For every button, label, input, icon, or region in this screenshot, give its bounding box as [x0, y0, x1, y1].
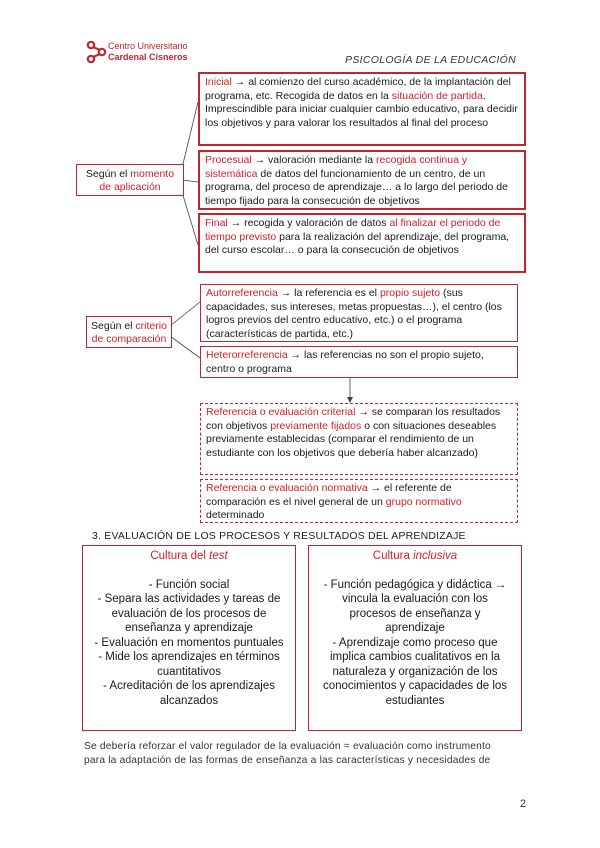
- hetero-text-1: → las referencias no son el propio sujeto, centro o programa: [206, 349, 484, 375]
- test-culture-title: [83, 546, 295, 564]
- initial-term: Inicial: [205, 76, 232, 88]
- moment-label-pre: Según el: [85, 168, 131, 180]
- test-title-em: test: [209, 550, 228, 562]
- procesual-text-2: de datos del funcionamiento de un centro, de un programa, del proceso de aprendizaje… a lo largo del periodo de tiempo fijado para la consecución de objetivos: [205, 167, 508, 207]
- inclusive-culture-box: [308, 545, 522, 731]
- inclusive-culture-title: [309, 546, 521, 564]
- procesual-text-1: → valoración mediante la: [251, 154, 377, 166]
- list-item: - Aprendizaje como proceso que implica cambios cualitativos en la naturaleza y organización de los conocimientos y capacidades de los estudiantes: [322, 636, 508, 707]
- initial-text-1: → al comienzo del curso académico, de la implantación del programa, etc. Recogida de datos en la: [205, 76, 511, 102]
- heterorreferencia-box: [200, 346, 518, 378]
- criterion-label-pre: Según el: [91, 320, 136, 332]
- criterion-label: [86, 316, 172, 348]
- subject-title: PSICOLOGÍA DE LA EDUCACIÓN: [345, 54, 516, 66]
- criterial-highlight: previamente fijados: [270, 419, 362, 432]
- inclusive-title-em: inclusiva: [413, 550, 458, 562]
- initial-box: [198, 72, 526, 146]
- inclusive-title-pre: Cultura: [372, 550, 414, 562]
- criterial-box: [200, 403, 518, 475]
- normative-term: Referencia o evaluación normativa: [206, 482, 368, 494]
- logo-text: [108, 41, 188, 63]
- final-highlight: al finalizar el periodo de tiempo previsto: [205, 217, 501, 243]
- auto-text-2: (sus capacidades, sus intereses, metas propuestas…), el centro (los logros previos del centro educativo, etc.) o el programa (características de partida, etc.): [206, 287, 502, 340]
- normative-box: [200, 479, 518, 523]
- normative-highlight: grupo normativo: [385, 495, 462, 508]
- moment-label-red: momento de aplicación: [99, 168, 175, 193]
- criterial-text-2: o con situaciones deseables previamente establecidas (comparar el rendimiento de un estudiante con los objetivos que debería haber alcanzado): [206, 419, 497, 459]
- page-number: 2: [519, 798, 526, 810]
- procesual-box: [198, 150, 526, 210]
- normative-text-1: → el referente de comparación es el nivel general de un: [206, 482, 452, 508]
- logo-line-2: Cardenal Cisneros: [108, 52, 188, 62]
- procesual-term: Procesual: [205, 154, 252, 166]
- initial-text-2: . Imprescindible para iniciar cualquier cambio educativo, para decidir los objetivos y para valorar los resultados al final del proceso: [205, 89, 518, 129]
- footer-line-2: para la adaptación de las formas de enseñanza a las características y necesidades de: [84, 755, 491, 766]
- footer-line-1: Se debería reforzar el valor regulador de la evaluación = evaluación como instrumento: [84, 741, 491, 752]
- auto-term: Autorreferencia: [206, 287, 278, 299]
- auto-text-1: → la referencia es el: [277, 287, 380, 299]
- list-item: - Mide los aprendizajes en términos cuantitativos: [98, 651, 280, 678]
- list-item: - Evaluación en momentos puntuales: [94, 636, 284, 649]
- auto-highlight: propio sujeto: [379, 287, 441, 299]
- final-text-1: → recogida y valoración de datos: [227, 217, 390, 229]
- autorreferencia-box: [200, 284, 518, 342]
- procesual-highlight: recogida continua y sistemática: [205, 154, 468, 180]
- moment-label: [76, 164, 184, 196]
- test-title-pre: Cultura del: [150, 550, 210, 562]
- hetero-term: Heterorreferencia: [206, 349, 288, 361]
- criterial-text-1: → se comparan los resultados con objetivos: [206, 406, 501, 432]
- final-term: Final: [205, 217, 228, 229]
- list-item: - Función pedagógica y didáctica → vincula la evaluación con los procesos de enseñanza y aprendizaje: [323, 578, 507, 634]
- criterion-label-red: criterio de comparación: [91, 320, 167, 345]
- logo-line-1: Centro Universitario: [108, 41, 188, 51]
- initial-highlight: situación de partida: [391, 89, 483, 102]
- criterial-term: Referencia o evaluación criterial: [206, 406, 356, 418]
- final-box: [198, 213, 526, 273]
- inclusive-culture-list: [309, 578, 521, 709]
- list-item: - Acreditación de los aprendizajes alcanzados: [103, 680, 275, 707]
- normative-text-2: determinado: [206, 509, 265, 521]
- section-3-title: 3. EVALUACIÓN DE LOS PROCESOS Y RESULTADOS DEL APRENDIZAJE: [92, 530, 466, 542]
- test-culture-list: [83, 578, 295, 709]
- test-culture-box: [82, 545, 296, 731]
- list-item: - Función social: [148, 578, 230, 591]
- list-item: - Separa las actividades y tareas de evaluación de los procesos de enseñanza y aprendizaje: [97, 593, 281, 634]
- final-text-2: para la realización del aprendizaje, del programa, del curso escolar… o para la consecución de objetivos: [205, 230, 510, 256]
